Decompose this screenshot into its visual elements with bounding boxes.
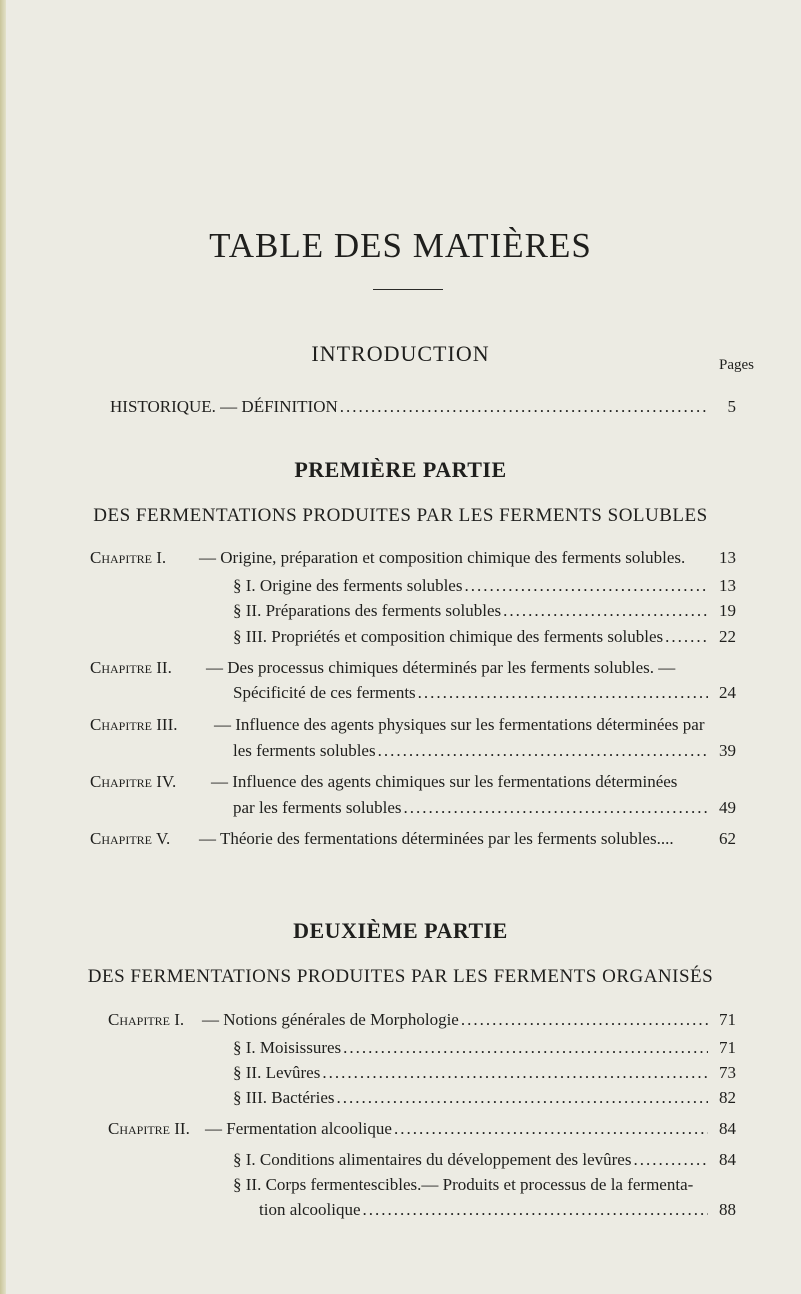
dot-leader	[404, 798, 708, 818]
toc-entry-p1-ch1-s2	[233, 601, 736, 621]
toc-entry-page: 19	[719, 601, 736, 620]
toc-entry-p1-ch1-s1	[233, 576, 736, 596]
toc-entry-historique	[110, 397, 736, 417]
chapter-label: Chapitre I.	[108, 1010, 185, 1029]
part2-heading: DEUXIÈME PARTIE	[293, 918, 508, 943]
toc-entry-label: § II. Corps fermentescibles.— Produits et processus de la fermenta-	[233, 1175, 694, 1194]
dot-leader	[633, 1150, 708, 1170]
dot-leader	[336, 1088, 708, 1108]
toc-entry-page: 62	[719, 829, 736, 848]
toc-entry-label: § I. Moisissures	[233, 1038, 342, 1057]
chapter-label: Chapitre IV.	[90, 772, 177, 791]
page-title: TABLE DES MATIÈRES	[209, 226, 592, 265]
toc-entry-page: 49	[719, 798, 736, 817]
toc-entry-page: 84	[719, 1150, 736, 1169]
toc-entry-title: Spécificité de ces ferments	[233, 683, 416, 702]
toc-entry-p1-ch4	[233, 798, 736, 818]
toc-entry-label: § I. Origine des ferments solubles	[233, 576, 463, 595]
toc-entry-page: 13	[719, 548, 736, 567]
toc-entry-title: les ferments solubles	[233, 741, 376, 760]
toc-entry-page: 71	[719, 1010, 736, 1029]
toc-entry-page: 13	[719, 576, 736, 595]
toc-entry-p2-ch1-s2	[233, 1063, 736, 1083]
page-edge	[0, 0, 6, 1294]
toc-entry-label: § III. Propriétés et composition chimique des ferments solubles	[233, 627, 664, 646]
toc-entry-p2-ch2	[205, 1119, 736, 1139]
toc-entry-p1-ch5	[199, 829, 736, 849]
toc-entry-p1-ch2	[233, 683, 736, 703]
toc-entry-title: — Fermentation alcoolique	[205, 1119, 392, 1138]
toc-entry-page: 73	[719, 1063, 736, 1082]
toc-entry-p1-ch3	[233, 741, 736, 761]
toc-entry-title: — Théorie des fermentations déterminées par les ferments solubles....	[199, 829, 674, 848]
toc-entry-page: 39	[719, 741, 736, 760]
chapter-label: Chapitre V.	[90, 829, 171, 848]
chapter-label: Chapitre I.	[90, 548, 167, 567]
toc-entry-page: 24	[719, 683, 736, 702]
dot-leader	[322, 1063, 708, 1083]
pages-column-label: Pages	[719, 357, 754, 373]
part1-heading: PREMIÈRE PARTIE	[294, 457, 507, 482]
toc-entry-page: 88	[719, 1200, 736, 1219]
chapter-label: Chapitre II.	[90, 658, 172, 677]
toc-entry-p1-ch1	[199, 548, 736, 568]
toc-entry-p2-ch1	[202, 1010, 736, 1030]
toc-entry-label: § I. Conditions alimentaires du développement des levûres	[233, 1150, 632, 1169]
toc-entry-p2-ch1-s3	[233, 1088, 736, 1108]
dot-leader	[464, 576, 708, 596]
toc-entry-p2-ch1-s1	[233, 1038, 736, 1058]
dot-leader	[665, 627, 708, 647]
dot-leader	[394, 1119, 708, 1139]
toc-entry-title: — Des processus chimiques déterminés par les ferments solubles. —	[206, 658, 676, 677]
dot-leader	[340, 397, 708, 417]
toc-entry-label: HISTORIQUE. — DÉFINITION	[110, 397, 338, 416]
dot-leader	[343, 1038, 708, 1058]
dot-leader	[418, 683, 708, 703]
toc-entry-label: § III. Bactéries	[233, 1088, 335, 1107]
toc-entry-label: § II. Levûres	[233, 1063, 321, 1082]
dot-leader	[363, 1200, 708, 1220]
dot-leader	[378, 741, 708, 761]
chapter-label: Chapitre II.	[108, 1119, 190, 1138]
toc-entry-p1-ch1-s3	[233, 627, 736, 647]
toc-entry-label: § II. Préparations des ferments solubles	[233, 601, 502, 620]
dot-leader	[503, 601, 708, 621]
title-divider	[373, 289, 443, 290]
toc-entry-label: tion alcoolique	[259, 1200, 361, 1219]
toc-entry-title: — Origine, préparation et composition chimique des ferments solubles.	[199, 548, 686, 567]
dot-leader	[461, 1010, 708, 1030]
chapter-label: Chapitre III.	[90, 715, 178, 734]
toc-entry-page: 5	[727, 397, 736, 416]
toc-entry-title: par les ferments solubles	[233, 798, 402, 817]
toc-entry-page: 71	[719, 1038, 736, 1057]
toc-entry-title: — Influence des agents physiques sur les fermentations déterminées par	[214, 715, 705, 734]
part1-subheading: DES FERMENTATIONS PRODUITES PAR LES FERMENTS SOLUBLES	[93, 505, 708, 526]
introduction-heading: INTRODUCTION	[311, 341, 490, 366]
toc-entry-p2-ch2-s2	[259, 1200, 736, 1220]
toc-entry-p2-ch2-s1	[233, 1150, 736, 1170]
toc-entry-page: 22	[719, 627, 736, 646]
toc-entry-title: — Notions générales de Morphologie	[202, 1010, 459, 1029]
toc-entry-page: 84	[719, 1119, 736, 1138]
toc-entry-page: 82	[719, 1088, 736, 1107]
part2-subheading: DES FERMENTATIONS PRODUITES PAR LES FERMENTS ORGANISÉS	[87, 966, 714, 987]
toc-entry-title: — Influence des agents chimiques sur les fermentations déterminées	[211, 772, 678, 791]
